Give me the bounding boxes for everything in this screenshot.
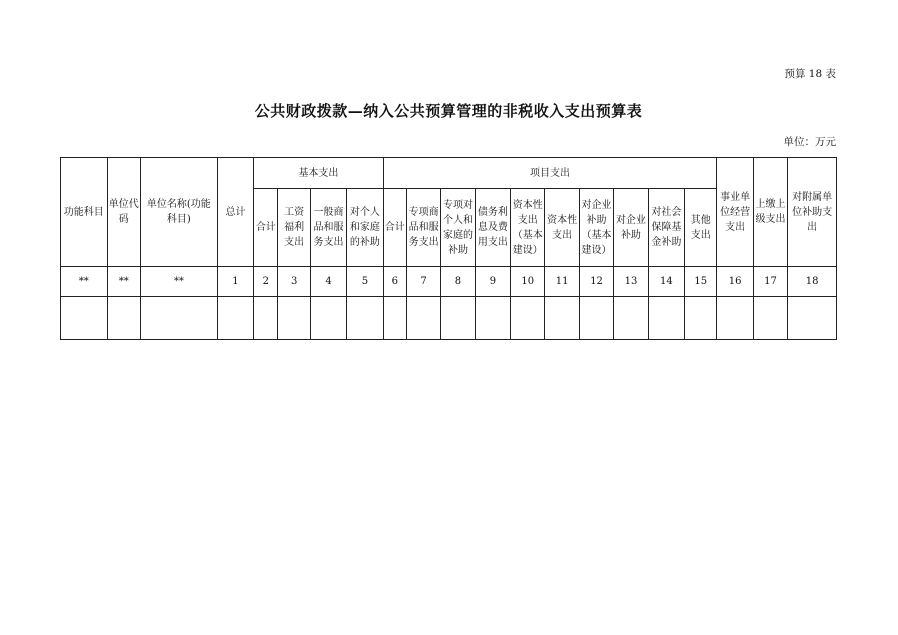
- code-cell: 6: [383, 267, 406, 297]
- code-cell: **: [107, 267, 140, 297]
- code-cell: 9: [475, 267, 510, 297]
- blank-cell: [61, 297, 108, 340]
- header-unit-name: 单位名称(功能科目): [140, 158, 217, 267]
- blank-cell: [217, 297, 253, 340]
- code-cell: 15: [685, 267, 717, 297]
- budget-table: [60, 157, 837, 340]
- code-cell: 4: [310, 267, 346, 297]
- blank-cell: [278, 297, 310, 340]
- header-basic-wages: 工资福利支出: [278, 189, 310, 267]
- header-project-enterprise-construction: 对企业补助（基本建设）: [579, 189, 613, 267]
- header-group-project: 项目支出: [383, 158, 717, 189]
- header-project-capital-construction: 资本性支出（基本建设）: [511, 189, 545, 267]
- header-project-capital: 资本性支出: [545, 189, 579, 267]
- blank-cell: [579, 297, 613, 340]
- code-cell: 18: [788, 267, 837, 297]
- blank-cell: [347, 297, 383, 340]
- code-cell: 11: [545, 267, 579, 297]
- blank-cell: [310, 297, 346, 340]
- code-cell: 1: [217, 267, 253, 297]
- blank-cell: [254, 297, 278, 340]
- blank-cell: [648, 297, 684, 340]
- blank-cell: [475, 297, 510, 340]
- form-number: 预算 18 表: [784, 68, 836, 80]
- header-unit-code: 单位代码: [107, 158, 140, 267]
- unit-label: 单位：万元: [783, 136, 836, 148]
- blank-cell: [441, 297, 475, 340]
- blank-cell: [107, 297, 140, 340]
- header-project-subtotal: 合计: [383, 189, 406, 267]
- header-total: 总计: [217, 158, 253, 267]
- header-basic-subtotal: 合计: [254, 189, 278, 267]
- blank-cell: [406, 297, 440, 340]
- code-cell: **: [140, 267, 217, 297]
- header-project-household-subsidy: 专项对个人和家庭的补助: [441, 189, 475, 267]
- blank-cell: [753, 297, 787, 340]
- header-project-enterprise: 对企业补助: [614, 189, 648, 267]
- code-cell: 7: [406, 267, 440, 297]
- header-project-goods-services: 专项商品和服务支出: [406, 189, 440, 267]
- table-row-blank: [61, 297, 837, 340]
- code-cell: 17: [753, 267, 787, 297]
- header-subsidy-affiliate: 对附属单位补助支出: [788, 158, 837, 267]
- code-cell: 8: [441, 267, 475, 297]
- blank-cell: [383, 297, 406, 340]
- blank-cell: [717, 297, 753, 340]
- code-cell: 10: [511, 267, 545, 297]
- table-row-codes: [61, 267, 837, 297]
- code-cell: 12: [579, 267, 613, 297]
- blank-cell: [614, 297, 648, 340]
- code-cell: 13: [614, 267, 648, 297]
- blank-cell: [140, 297, 217, 340]
- blank-cell: [685, 297, 717, 340]
- header-project-other: 其他支出: [685, 189, 717, 267]
- code-cell: 3: [278, 267, 310, 297]
- header-group-basic: 基本支出: [254, 158, 383, 189]
- header-row-top: [61, 158, 837, 189]
- header-basic-goods-services: 一般商品和服务支出: [310, 189, 346, 267]
- blank-cell: [545, 297, 579, 340]
- code-cell: 2: [254, 267, 278, 297]
- header-project-social-security: 对社会保障基金补助: [648, 189, 684, 267]
- header-project-debt-interest: 债务利息及费用支出: [475, 189, 510, 267]
- blank-cell: [511, 297, 545, 340]
- document-title: 公共财政拨款—纳入公共预算管理的非税收入支出预算表: [254, 102, 643, 120]
- header-function-subject: 功能科目: [61, 158, 108, 267]
- code-cell: 14: [648, 267, 684, 297]
- blank-cell: [788, 297, 837, 340]
- code-cell: **: [61, 267, 108, 297]
- code-cell: 16: [717, 267, 753, 297]
- header-remit-superior: 上缴上级支出: [753, 158, 787, 267]
- code-cell: 5: [347, 267, 383, 297]
- header-basic-household-subsidy: 对个人和家庭的补助: [347, 189, 383, 267]
- header-institution-operation: 事业单位经营支出: [717, 158, 753, 267]
